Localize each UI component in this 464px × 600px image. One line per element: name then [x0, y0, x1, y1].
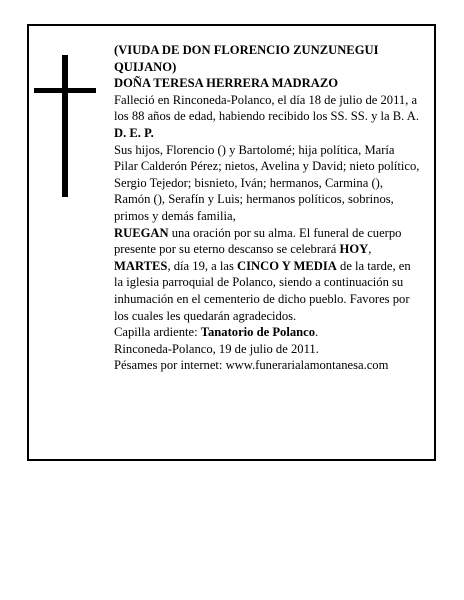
- condolences-line: Pésames por internet: www.funerarialamontanesa.com: [114, 358, 389, 373]
- cross-icon: [34, 55, 96, 197]
- widow-line: (VIUDA DE DON FLORENCIO ZUNZUNEGUI QUIJANO): [114, 43, 379, 74]
- funeral-request: [114, 225, 420, 325]
- chapel-line: [114, 324, 420, 341]
- cross-horizontal-bar: [34, 88, 96, 93]
- request-text-3: de la tarde, en la iglesia parroquial de Polanco, siendo a continuación su inhumación en el cementerio de dicho pueblo. Favores por los cuales les quedarán agradecidos.: [114, 258, 411, 323]
- hoy-word: HOY: [339, 242, 369, 257]
- death-statement: Falleció en Rinconeda-Polanco, el día 18 de julio de 2011, a los 88 años de edad, habiendo recibido los SS. SS. y la B. A.: [114, 92, 420, 124]
- martes-word: MARTES: [114, 258, 168, 273]
- request-text-1: una oración por su alma. El funeral de cuerpo presente por su eterno descanso se celebrará: [114, 225, 402, 257]
- chapel-label: Capilla ardiente:: [114, 325, 201, 340]
- ruegan-word: RUEGAN: [114, 225, 169, 240]
- chapel-period: .: [315, 325, 319, 340]
- dep-line: D. E. P.: [114, 125, 154, 140]
- place-date: Rinconeda-Polanco, 19 de julio de 2011.: [114, 341, 319, 356]
- request-comma: ,: [368, 242, 372, 257]
- chapel-place: Tanatorio de Polanco: [200, 325, 316, 340]
- cross-vertical-bar: [62, 55, 68, 197]
- family-list: Sus hijos, Florencio () y Bartolomé; hija política, María Pilar Calderón Pérez; nietos, Avelina y David; nieto político, Sergio Tejedor; bisnieto, Iván; hermanos, Carmina (), Ramón (), Serafín y Luis; hermanos políticos, sobrinos, primos y demás familia,: [114, 142, 420, 223]
- deceased-name: DOÑA TERESA HERRERA MADRAZO: [114, 76, 339, 91]
- obituary-text: [114, 42, 420, 374]
- request-text-2: , día 19, a las: [167, 258, 238, 273]
- funeral-hour: CINCO Y MEDIA: [237, 258, 337, 273]
